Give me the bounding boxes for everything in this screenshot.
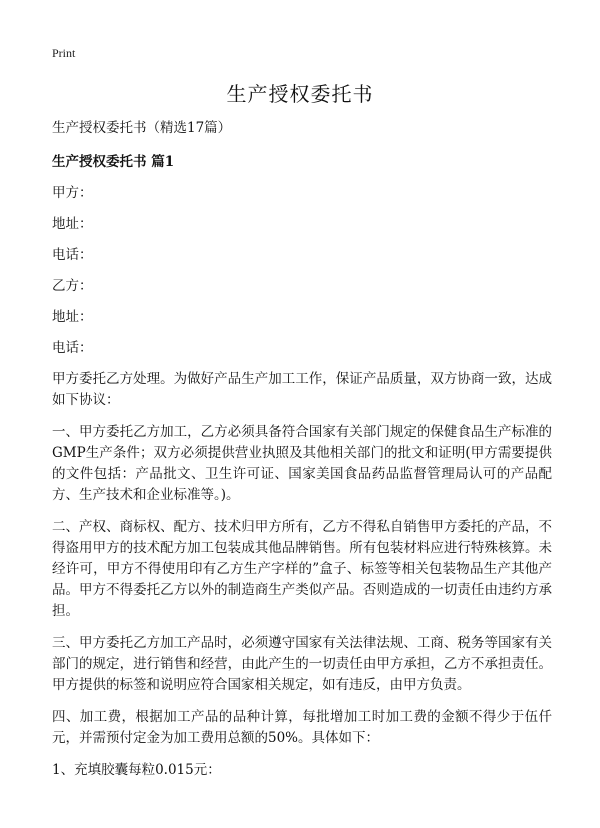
document-body xyxy=(52,118,552,792)
field-phone-a: 电话： xyxy=(52,247,93,263)
document-subtitle: 生产授权委托书（精选17篇） xyxy=(52,120,232,136)
field-phone-b: 电话： xyxy=(52,340,93,356)
paragraph-clause-1: 一、甲方委托乙方加工，乙方必须具备符合国家有关部门规定的保健食品生产标准的GMP生产条件；双方必须提供营业执照及其他相关部门的批文和证明(甲方需要提供的文件包括：产品批文、卫生许可证、国家美国食品药品监督管理局认可的产品配方、生产技术和企业标准等。)。 xyxy=(52,424,552,503)
field-address-b: 地址： xyxy=(52,309,93,325)
paragraph-intro: 甲方委托乙方处理。为做好产品生产加工工作，保证产品质量，双方协商一致，达成如下协议： xyxy=(52,371,552,408)
section-heading: 生产授权委托书 篇1 xyxy=(52,154,175,170)
paragraph-item-1: 1、充填胶囊每粒0.015元： xyxy=(52,762,221,778)
document-title: 生产授权委托书 xyxy=(226,82,374,106)
field-address-a: 地址： xyxy=(52,216,93,232)
paragraph-clause-2: 二、产权、商标权、配方、技术归甲方所有，乙方不得私自销售甲方委托的产品，不得盗用甲方的技术配方加工包装成其他品牌销售。所有包装材料应进行特殊核算。未经许可，甲方不得使用印有乙方生产字样的”盒子、标签等相关包装物品生产其他产品。甲方不得委托乙方以外的制造商生产类似产品。否则造成的一切责任由违约方承担。 xyxy=(52,519,552,619)
print-label[interactable]: Print xyxy=(52,46,76,60)
field-party-b: 乙方： xyxy=(52,278,93,294)
paragraph-clause-4: 四、加工费，根据加工产品的品种计算，每批增加工时加工费的金额不得少于伍仟元，并需预付定金为加工费用总额的50%。具体如下： xyxy=(52,709,552,746)
field-party-a: 甲方： xyxy=(52,185,93,201)
paragraph-clause-3: 三、甲方委托乙方加工产品时，必须遵守国家有关法律法规、工商、税务等国家有关部门的规定，进行销售和经营，由此产生的一切责任由甲方承担，乙方不承担责任。甲方提供的标签和说明应符合国家相关规定，如有违反，由甲方负责。 xyxy=(52,635,552,693)
